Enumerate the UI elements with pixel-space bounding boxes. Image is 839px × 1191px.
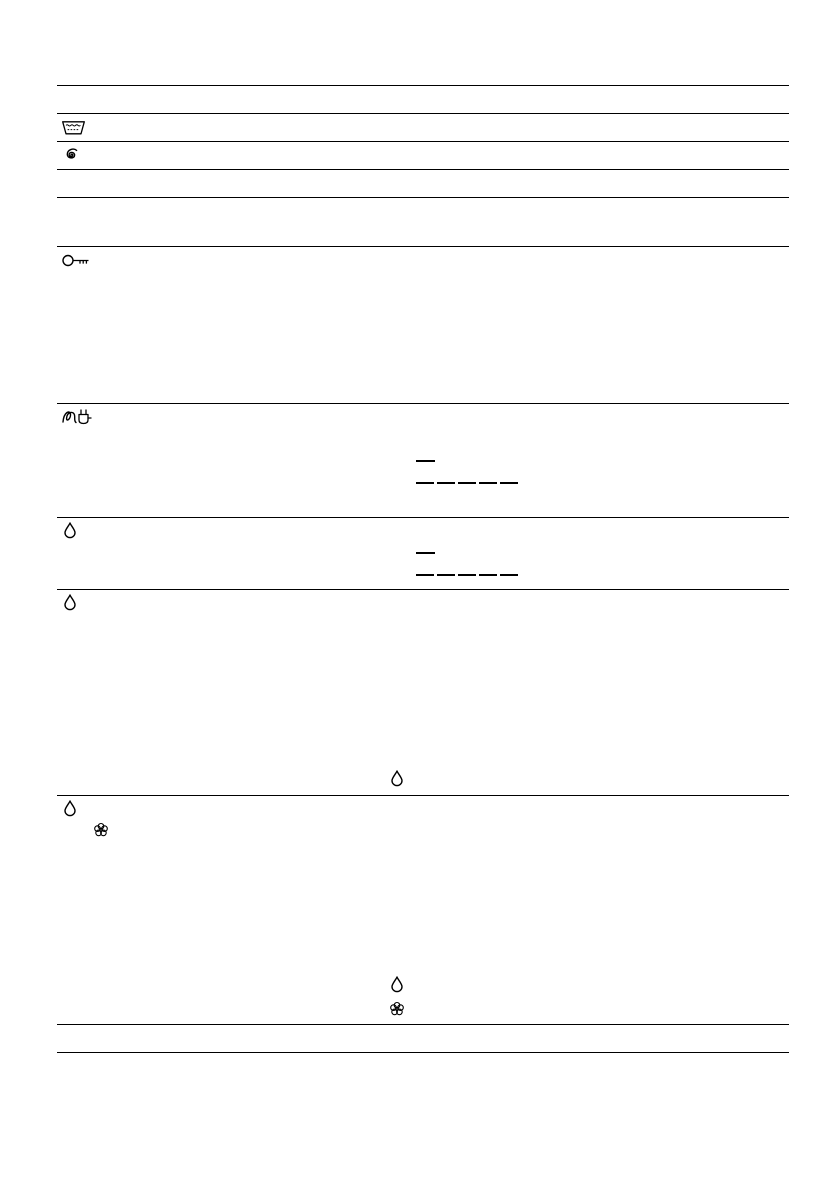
level-dash <box>458 574 476 576</box>
display-level-scale <box>416 574 518 576</box>
water-drop-icon <box>391 976 403 992</box>
table-rule <box>57 795 789 796</box>
water-drop-icon <box>64 800 76 816</box>
level-dash <box>479 574 497 576</box>
spin-spiral-icon <box>62 146 80 163</box>
water-drop-icon <box>64 594 76 610</box>
display-level-scale <box>416 482 518 484</box>
water-drop-icon <box>391 770 403 786</box>
flower-icon <box>389 1001 405 1017</box>
rinse-tub-icon <box>62 121 85 135</box>
table-rule <box>57 113 789 114</box>
level-dash <box>437 482 455 484</box>
level-dash <box>458 482 476 484</box>
level-dash <box>500 574 518 576</box>
table-rule <box>57 1024 789 1025</box>
level-dash <box>416 482 434 484</box>
flower-icon <box>93 822 109 838</box>
level-dash <box>500 482 518 484</box>
tap-plug-icon <box>62 408 92 425</box>
key-icon <box>62 254 90 267</box>
level-dash <box>416 574 434 576</box>
table-rule-top <box>57 85 789 86</box>
display-level-marker <box>416 460 435 462</box>
table-rule <box>57 197 789 198</box>
table-rule <box>57 517 789 518</box>
table-rule <box>57 169 789 170</box>
water-drop-icon <box>64 522 76 538</box>
level-dash <box>437 574 455 576</box>
table-rule <box>57 403 789 404</box>
level-dash <box>479 482 497 484</box>
display-level-marker <box>416 552 435 554</box>
table-rule <box>57 246 789 247</box>
table-rule <box>57 589 789 590</box>
table-rule <box>57 141 789 142</box>
table-rule-bottom <box>57 1052 789 1053</box>
